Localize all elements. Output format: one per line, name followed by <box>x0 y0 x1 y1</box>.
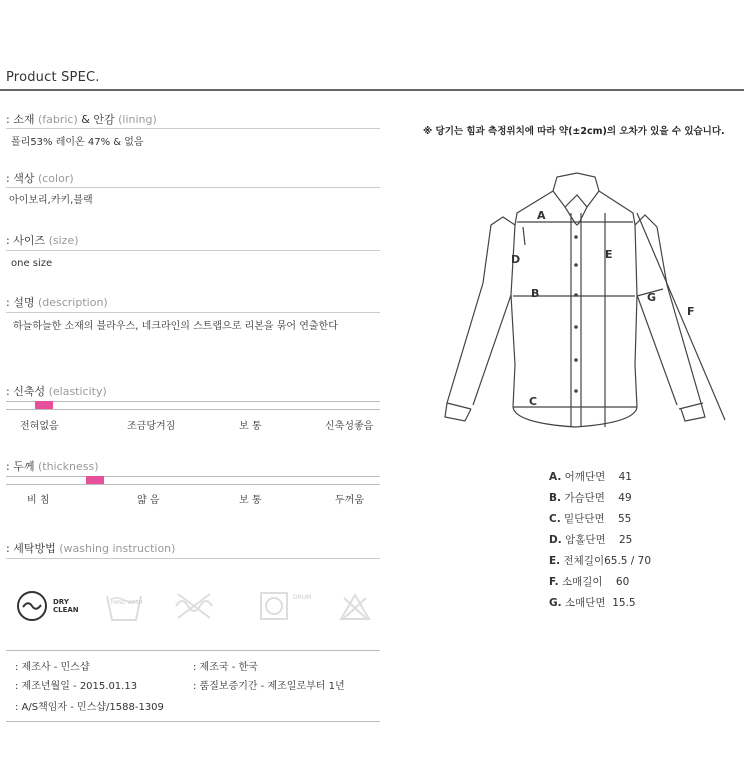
drum-dry-icon <box>259 591 289 621</box>
collar <box>553 173 599 191</box>
measurement-note: ※ 당기는 힘과 측정위치에 따라 약(±2cm)의 오차가 있을 수 있습니다. <box>423 126 725 137</box>
measure-f-line <box>637 213 725 420</box>
size-value: one size <box>11 258 53 269</box>
description-label: : 설명 (description) <box>6 296 108 309</box>
info-warranty: : 품질보증기간 - 제조일로부터 1년 <box>193 681 345 692</box>
elasticity-scale-1: 전혀없음 <box>20 421 59 432</box>
thickness-scale-2: 얇 음 <box>137 495 160 506</box>
hand-wash-icon <box>104 590 144 624</box>
color-value: 아이보리,카키,블랙 <box>9 195 93 206</box>
no-bleach-icon <box>338 592 372 622</box>
elasticity-track <box>6 401 380 410</box>
measurement-a: A. 어깨단면 41 <box>549 471 632 483</box>
info-top-divider <box>6 650 380 651</box>
description-divider <box>6 312 380 313</box>
fabric-label: : 소재 (fabric) & 안감 (lining) <box>6 113 157 126</box>
elasticity-label: : 신축성 (elasticity) <box>6 385 107 398</box>
label-e: E <box>605 248 613 261</box>
thickness-scale-3: 보 통 <box>239 495 262 506</box>
shirt-diagram <box>425 165 745 445</box>
drum-text: DRUM <box>293 594 312 601</box>
measurement-e: E. 전체길이65.5 / 70 <box>549 555 652 567</box>
info-bottom-divider <box>6 721 380 722</box>
size-divider <box>6 250 380 251</box>
no-wring-icon <box>172 590 216 622</box>
thickness-scale-4: 두꺼움 <box>335 495 364 506</box>
color-divider <box>6 187 380 188</box>
washing-label: : 세탁방법 (washing instruction) <box>6 542 176 555</box>
info-country: : 제조국 - 한국 <box>193 662 258 673</box>
dry-clean-icon <box>16 590 50 622</box>
page-title: Product SPEC. <box>6 70 100 85</box>
washing-divider <box>6 558 380 559</box>
hand-wash-text: HAND WASH <box>111 600 143 606</box>
label-g: G <box>647 291 657 304</box>
measurement-g: G. 소매단면 15.5 <box>549 597 636 609</box>
elasticity-scale-4: 신축성좋음 <box>325 421 374 432</box>
label-d: D <box>511 253 521 266</box>
fabric-divider <box>6 128 380 129</box>
measurement-b: B. 가슴단면 49 <box>549 492 632 504</box>
elasticity-marker <box>35 401 53 409</box>
label-a: A <box>537 209 546 222</box>
measurement-c: C. 밑단단면 55 <box>549 513 632 525</box>
elasticity-scale-2: 조금당겨짐 <box>127 421 176 432</box>
thickness-scale-1: 비 침 <box>27 495 50 506</box>
label-c: C <box>529 395 538 408</box>
elasticity-scale-3: 보 통 <box>239 421 262 432</box>
color-label: : 색상 (color) <box>6 172 74 185</box>
thickness-track <box>6 476 380 485</box>
fabric-value: 폴리53% 레이온 47% & 없음 <box>11 137 144 148</box>
label-f: F <box>687 305 695 318</box>
info-date: : 제조년월일 - 2015.01.13 <box>15 681 138 692</box>
info-as: : A/S책임자 - 민스샵/1588-1309 <box>15 702 164 713</box>
label-b: B <box>531 287 540 300</box>
info-maker: : 제조사 - 민스샵 <box>15 662 90 673</box>
measurement-f: F. 소매길이 60 <box>549 576 630 588</box>
title-divider <box>0 89 744 91</box>
measurement-d: D. 암홀단면 25 <box>549 534 633 546</box>
dry-clean-text: DRY CLEAN <box>53 598 79 614</box>
size-label: : 사이즈 (size) <box>6 234 79 247</box>
description-value: 하늘하늘한 소재의 블라우스, 네크라인의 스트랩으로 리본을 묶어 연출한다 <box>13 321 338 332</box>
thickness-label: : 두께 (thickness) <box>6 460 99 473</box>
thickness-marker <box>86 476 104 484</box>
